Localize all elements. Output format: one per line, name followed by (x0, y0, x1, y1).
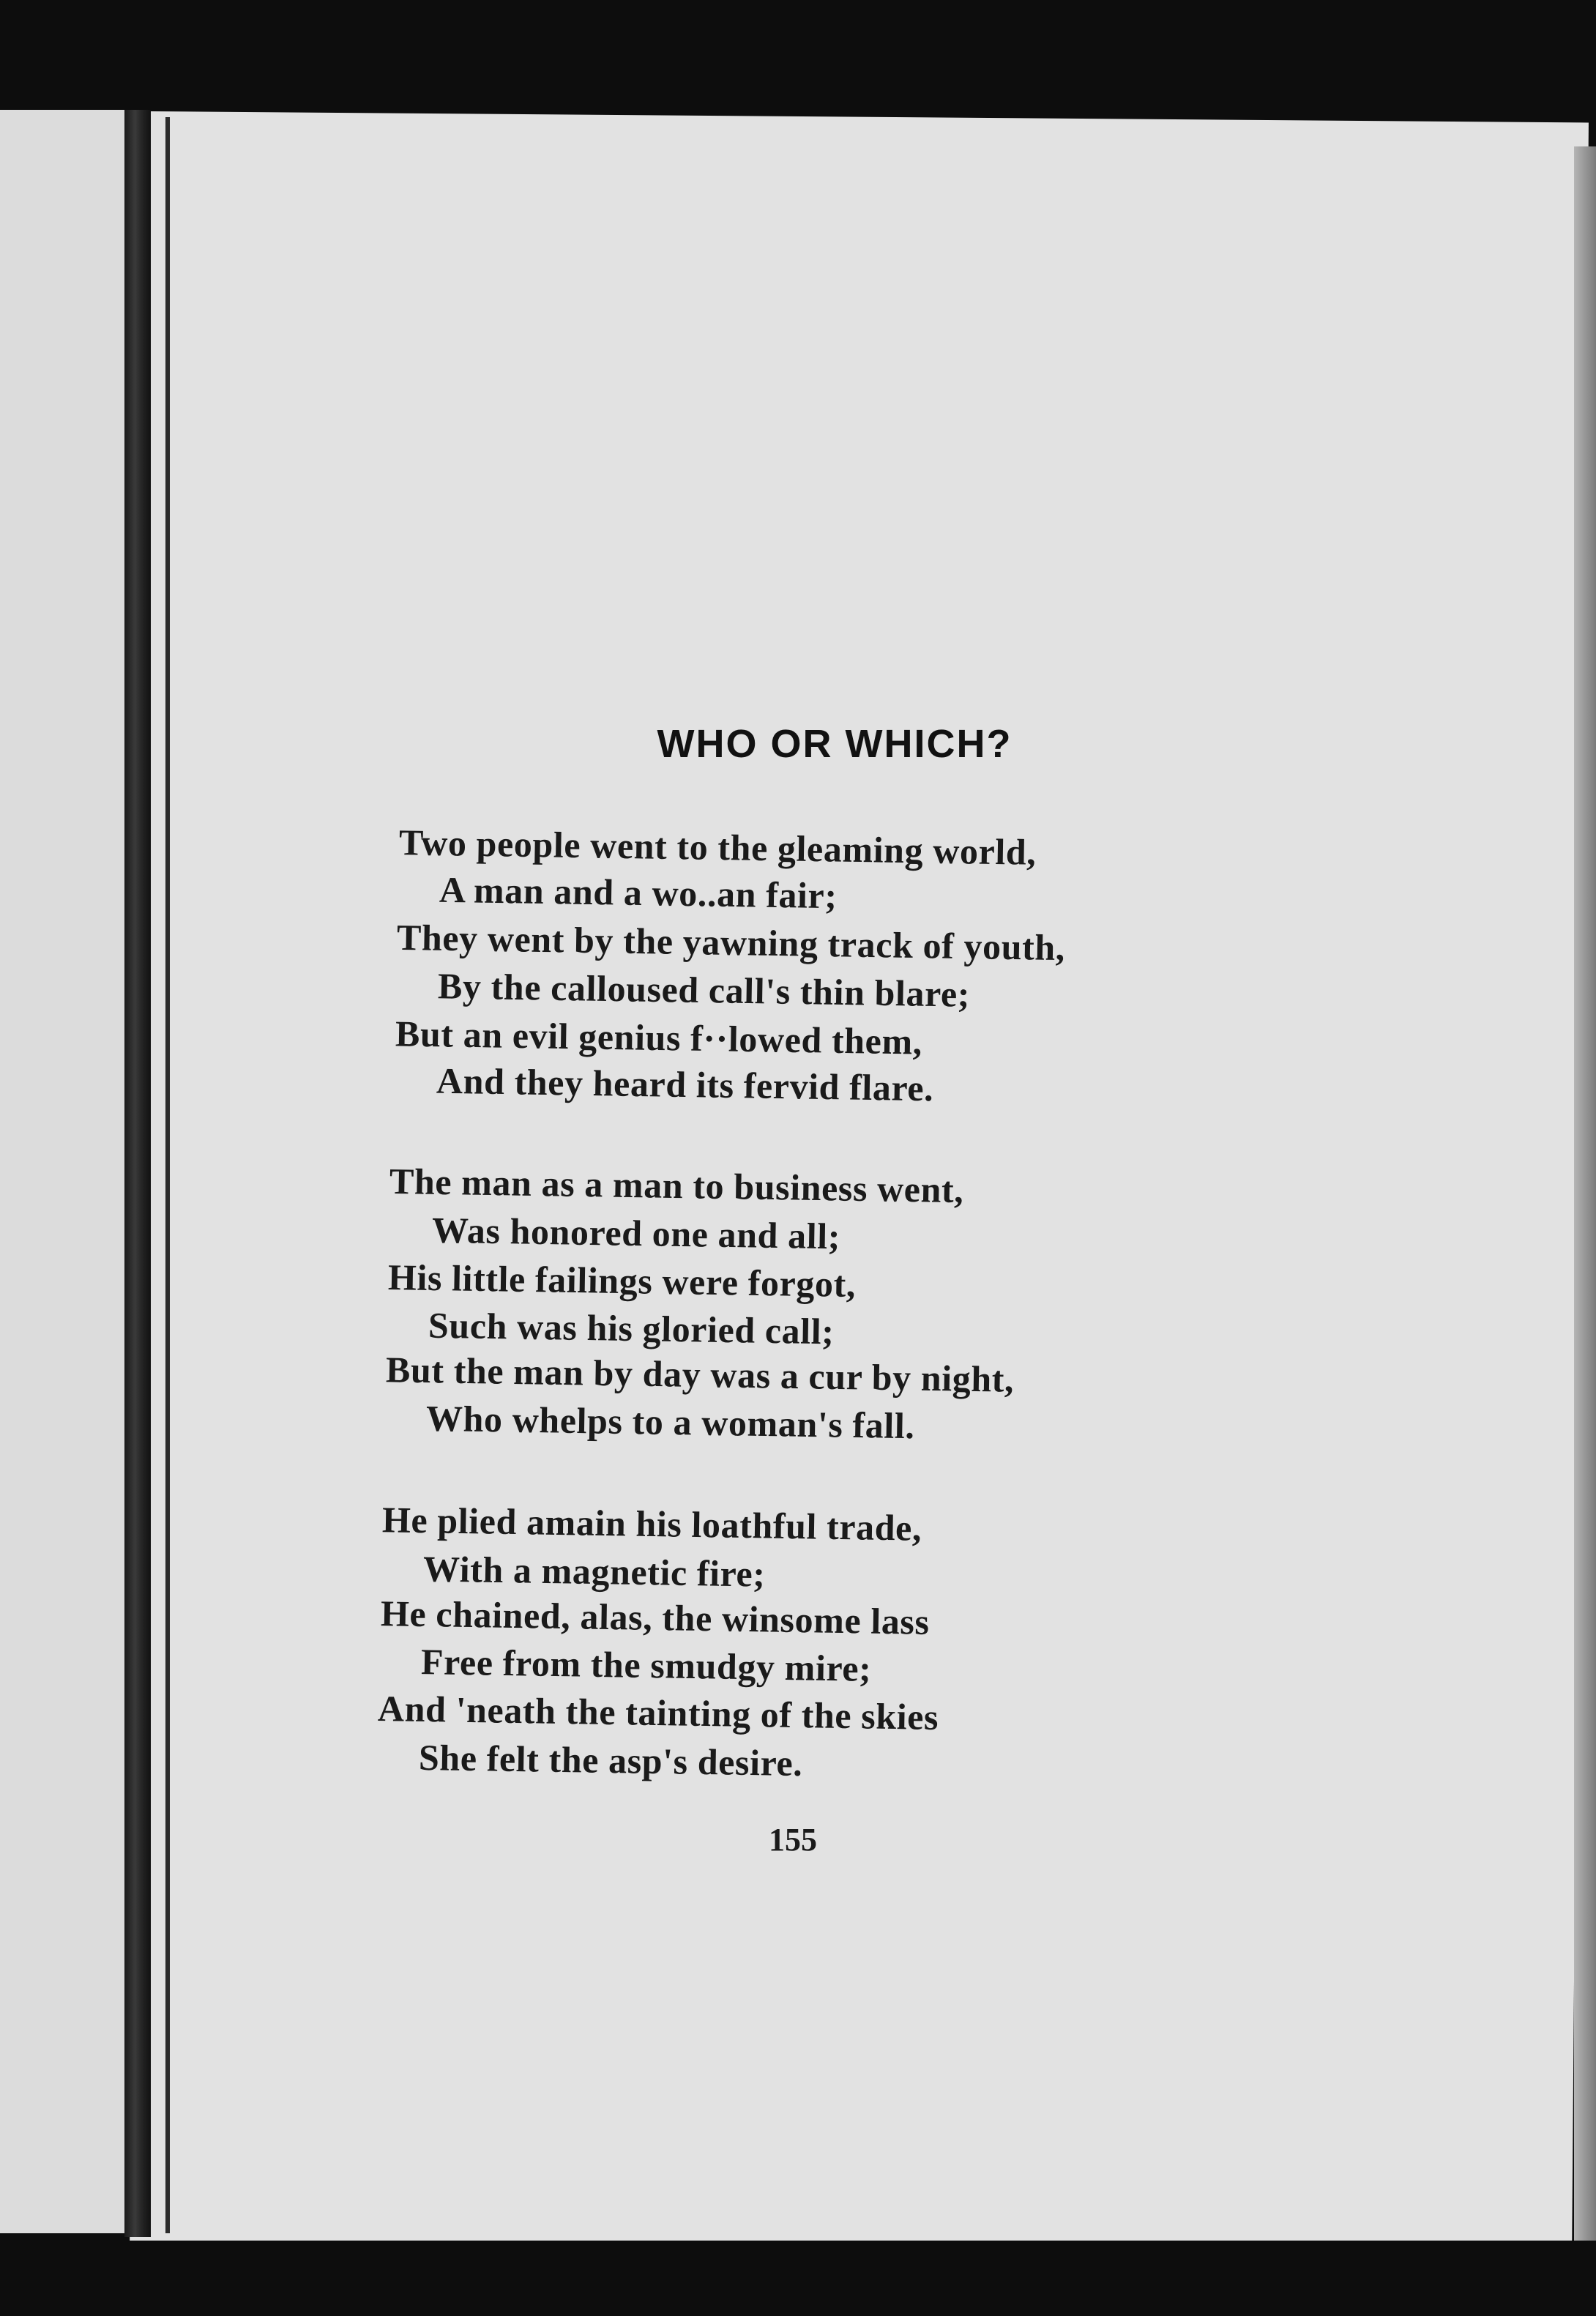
poem-line: Who whelps to a woman's fall. (425, 1397, 915, 1447)
poem-line: Free from the smudgy mire; (420, 1641, 872, 1689)
poem-line: His little failings were forgot, (387, 1256, 857, 1306)
page-number: 155 (769, 1822, 817, 1858)
poem-line: With a magnetic fire; (422, 1548, 767, 1595)
poem-line: The man as a man to business went, (389, 1160, 964, 1211)
poem-line: He chained, alas, the winsome lass (380, 1593, 931, 1642)
poem-line: But the man by day was a cur by night, (385, 1349, 1015, 1400)
poem-line: Such was his gloried call; (428, 1304, 835, 1352)
poem-line: By the calloused call's thin blare; (437, 965, 971, 1015)
poem-line: Was honored one and all; (431, 1209, 841, 1257)
poem-line: And they heard its fervid flare. (436, 1060, 934, 1109)
poem-line: But an evil genius f··lowed them, (395, 1013, 923, 1062)
poem-line: He plied amain his loathful trade, (381, 1499, 922, 1549)
poem-line: A man and a wo..an fair; (439, 868, 838, 917)
poem-line: Two people went to the gleaming world, (398, 822, 1037, 873)
poem-line: They went by the yawning track of youth, (396, 916, 1066, 969)
poem-title: WHO OR WHICH? (657, 722, 1013, 766)
poem-line: She felt the asp's desire. (418, 1736, 803, 1784)
poem-line: And 'neath the tainting of the skies (377, 1687, 939, 1738)
